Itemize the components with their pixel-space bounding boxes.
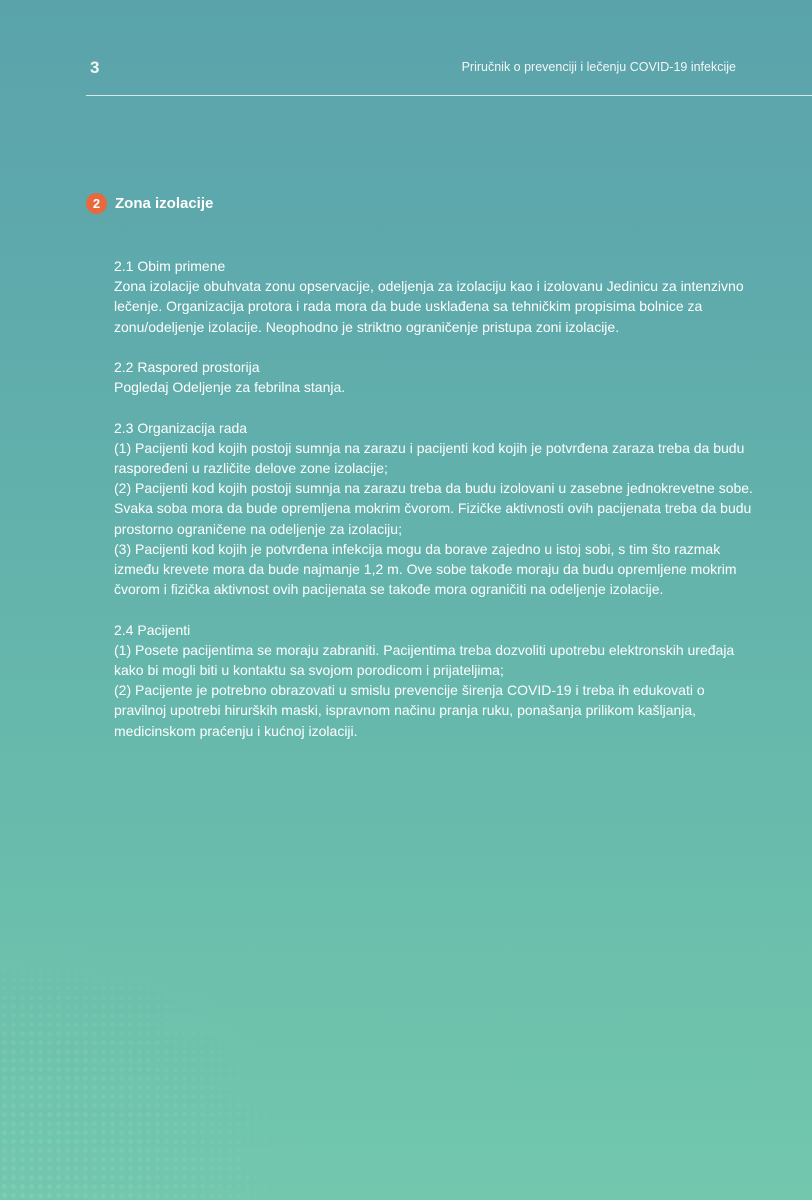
subsection-scope (114, 256, 754, 337)
paragraph: Pogledaj Odeljenje za febrilna stanja. (114, 379, 346, 396)
subsection-patients (114, 620, 754, 741)
paragraph: (1) Posete pacijentima se moraju zabraniti. Pacijentima treba dozvoliti upotrebu elektronskih uređaja kako bi mogli biti u kontaktu sa svojom porodicom i prijateljima; (114, 641, 735, 679)
subsection-heading: 2.1 Obim primene (114, 258, 226, 274)
subsection-heading: 2.2 Raspored prostorija (114, 359, 260, 375)
paragraph: (1) Pacijenti kod kojih postoji sumnja na zarazu i pacijenti kod kojih je potvrđena zaraza treba da budu raspoređeni u različite delove zone izolacije; (114, 439, 745, 476)
subsection-work-organization (114, 418, 754, 600)
section-title: Zona izolacije (115, 195, 214, 212)
running-header-title: Priručnik o prevenciji i lečenju COVID-19 infekcije (461, 60, 736, 74)
paragraph: Zona izolacije obuhvata zonu opservacije, odeljenja za izolaciju kao i izolovanu Jedinicu za intenzivno lečenje. Organizacija protora i rada mora da bude usklađena sa tehničkim propisima bolnice za zonu/odeljenje izolacije. Neophodno je striktno ograničenje pristupa zoni izolacije. (114, 278, 744, 335)
subsection-heading: 2.4 Pacijenti (114, 621, 191, 638)
header-divider (86, 95, 812, 96)
section-number-badge: 2 (86, 193, 107, 214)
section-heading (86, 193, 213, 214)
subsection-room-layout (114, 357, 754, 397)
subsection-heading: 2.3 Organizacija rada (114, 419, 248, 436)
halftone-decoration (0, 930, 300, 1200)
paragraph: (3) Pacijenti kod kojih je potvrđena infekcija mogu da borave zajedno u istoj sobi, s tim što razmak između krevete mora da bude najmanje 1,2 m. Ove sobe takođe moraju da budu opremljene mokrim čvorom i fizička aktivnost ovih pacijenata se takođe mora ograničiti na odeljenje izolacije. (114, 540, 737, 598)
paragraph: (2) Pacijenti kod kojih postoji sumnja na zarazu treba da budu izolovani u zasebne jednokrevetne sobe. Svaka soba mora da bude opremljena mokrim čvorom. Fizičke aktivnosti ovih pacijenata treba da budu prostorno ograničene na odeljenje za izolaciju; (114, 480, 753, 537)
page-number: 3 (90, 58, 100, 77)
section-content (114, 256, 754, 761)
paragraph: (2) Pacijente je potrebno obrazovati u smislu prevencije širenja COVID-19 i treba ih edukovati o pravilnoj upotrebi hirurških maski, ispravnom načinu pranja ruku, ponašanja prilikom kašljanja, medicinskom praćenju i kućnoj izolaciji. (114, 682, 705, 739)
